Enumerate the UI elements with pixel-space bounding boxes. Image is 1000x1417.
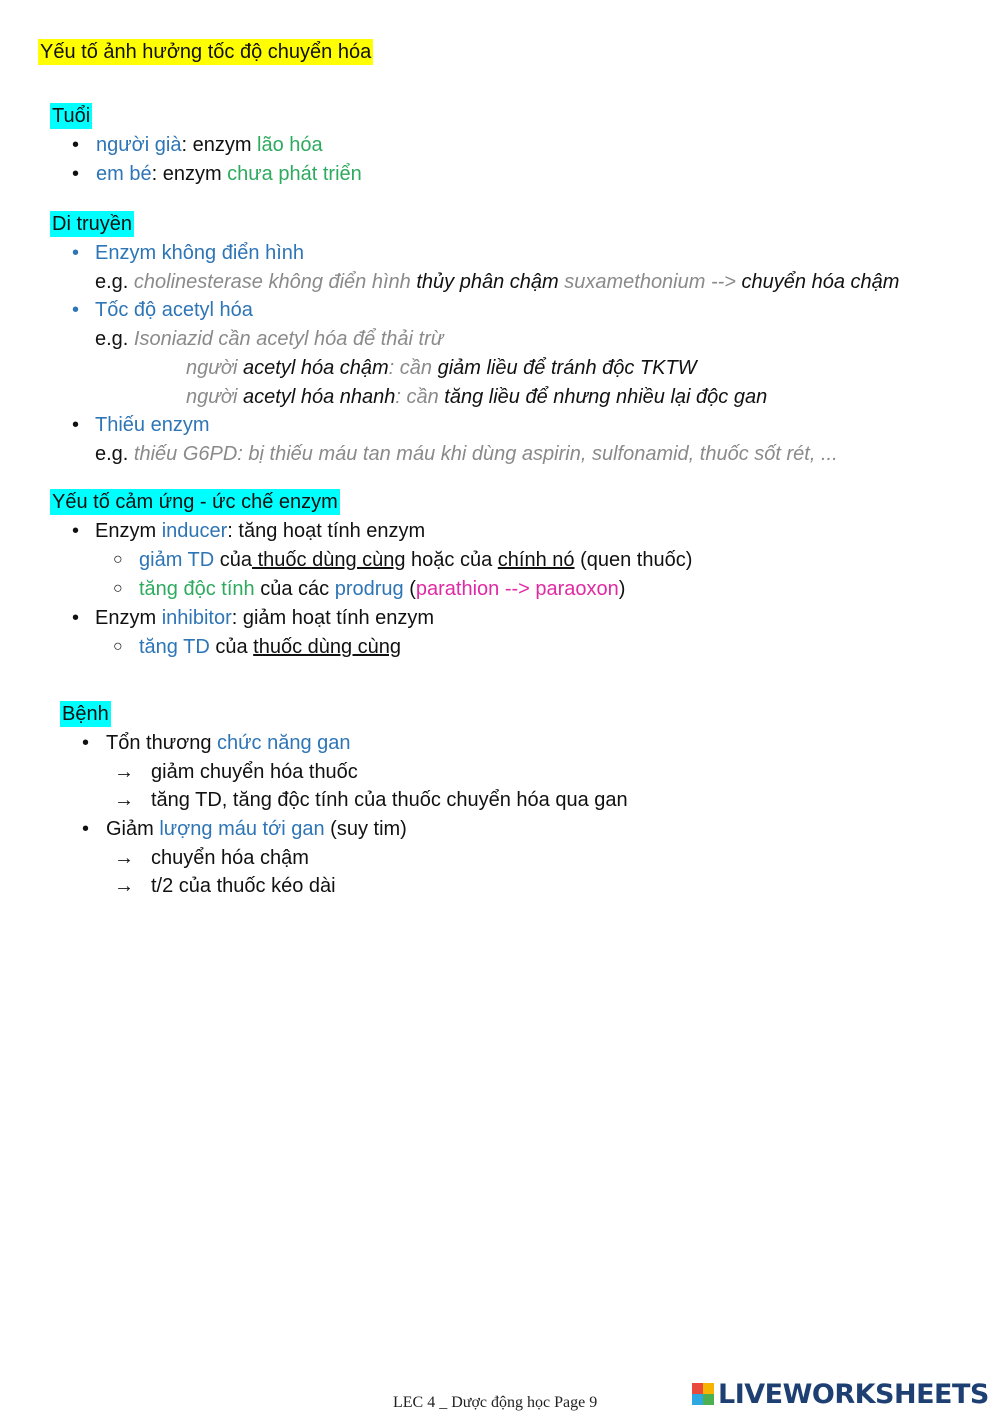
example-fast-acetylator: người acetyl hóa nhanh: cần tăng liều để nhưng nhiều lại độc gan xyxy=(186,386,768,408)
arrow-right-icon: → xyxy=(114,875,134,897)
list-item-inhibitor: Enzym inhibitor: giảm hoạt tính enzym xyxy=(95,607,435,629)
consequence-increased-toxicity: tăng TD, tăng độc tính của thuốc chuyển hóa qua gan xyxy=(151,789,628,811)
bullet-icon: • xyxy=(82,732,90,754)
liveworksheets-logo xyxy=(692,1378,989,1410)
bullet-icon: • xyxy=(72,163,80,185)
arrow-right-icon: → xyxy=(114,789,134,811)
example-slow-acetylator: người acetyl hóa chậm: cần giảm liều để tránh độc TKTW xyxy=(186,357,697,379)
list-item-enzyme-deficiency: Thiếu enzym xyxy=(95,414,210,436)
page-footer: LEC 4 _ Dược động học Page 9 xyxy=(393,1394,598,1411)
circle-bullet-icon: ○ xyxy=(113,551,123,568)
section-heading-induction-inhibition: Yếu tố cảm ứng - ức chế enzym xyxy=(52,491,338,513)
page-title: Yếu tố ảnh hưởng tốc độ chuyển hóa xyxy=(40,41,372,63)
section-heading-disease: Bệnh xyxy=(62,703,109,725)
bullet-icon: • xyxy=(82,818,90,840)
liveworksheets-logo-icon xyxy=(692,1383,714,1405)
arrow-right-icon: → xyxy=(114,761,134,783)
list-item-infant: em bé: enzym chưa phát triển xyxy=(96,163,362,185)
bullet-icon: • xyxy=(72,134,80,156)
bullet-icon: • xyxy=(72,520,80,542)
list-item-liver-damage: Tổn thương chức năng gan xyxy=(106,732,351,754)
sub-item-increased-effect: tăng TD của thuốc dùng cùng xyxy=(139,636,402,658)
bullet-icon: • xyxy=(72,414,80,436)
example-cholinesterase: e.g. cholinesterase không điển hình thủy phân chậm suxamethonium --> chuyển hóa chậm xyxy=(95,271,900,293)
list-item-acetylation-rate: Tốc độ acetyl hóa xyxy=(95,299,253,321)
sub-item-decreased-effect: giảm TD của thuốc dùng cùng hoặc của chính nó (quen thuốc) xyxy=(139,549,693,571)
section-heading-genetics: Di truyền xyxy=(52,213,133,235)
list-item-elderly: người già: enzym lão hóa xyxy=(96,134,323,156)
logo-text: LIVEWORKSHEETS xyxy=(718,1378,989,1410)
arrow-right-icon: → xyxy=(114,847,134,869)
circle-bullet-icon: ○ xyxy=(113,580,123,597)
sub-item-increased-toxicity: tăng độc tính của các prodrug (parathion --> paraoxon) xyxy=(139,578,626,600)
example-g6pd: e.g. thiếu G6PD: bị thiếu máu tan máu khi dùng aspirin, sulfonamid, thuốc sốt rét, ... xyxy=(95,443,838,465)
example-isoniazid: e.g. Isoniazid cần acetyl hóa để thải trừ xyxy=(95,328,444,350)
section-heading-age: Tuổi xyxy=(52,105,91,127)
consequence-slow-metabolism: chuyển hóa chậm xyxy=(151,847,309,869)
list-item-reduced-blood-flow: Giảm lượng máu tới gan (suy tim) xyxy=(106,818,407,840)
consequence-reduced-metabolism: giảm chuyển hóa thuốc xyxy=(151,761,358,783)
circle-bullet-icon: ○ xyxy=(113,638,123,655)
bullet-icon: • xyxy=(72,607,80,629)
bullet-icon: • xyxy=(72,242,80,264)
list-item-inducer: Enzym inducer: tăng hoạt tính enzym xyxy=(95,520,426,542)
consequence-prolonged-half-life: t/2 của thuốc kéo dài xyxy=(151,875,336,897)
bullet-icon: • xyxy=(72,299,80,321)
list-item-atypical-enzyme: Enzym không điển hình xyxy=(95,242,305,264)
